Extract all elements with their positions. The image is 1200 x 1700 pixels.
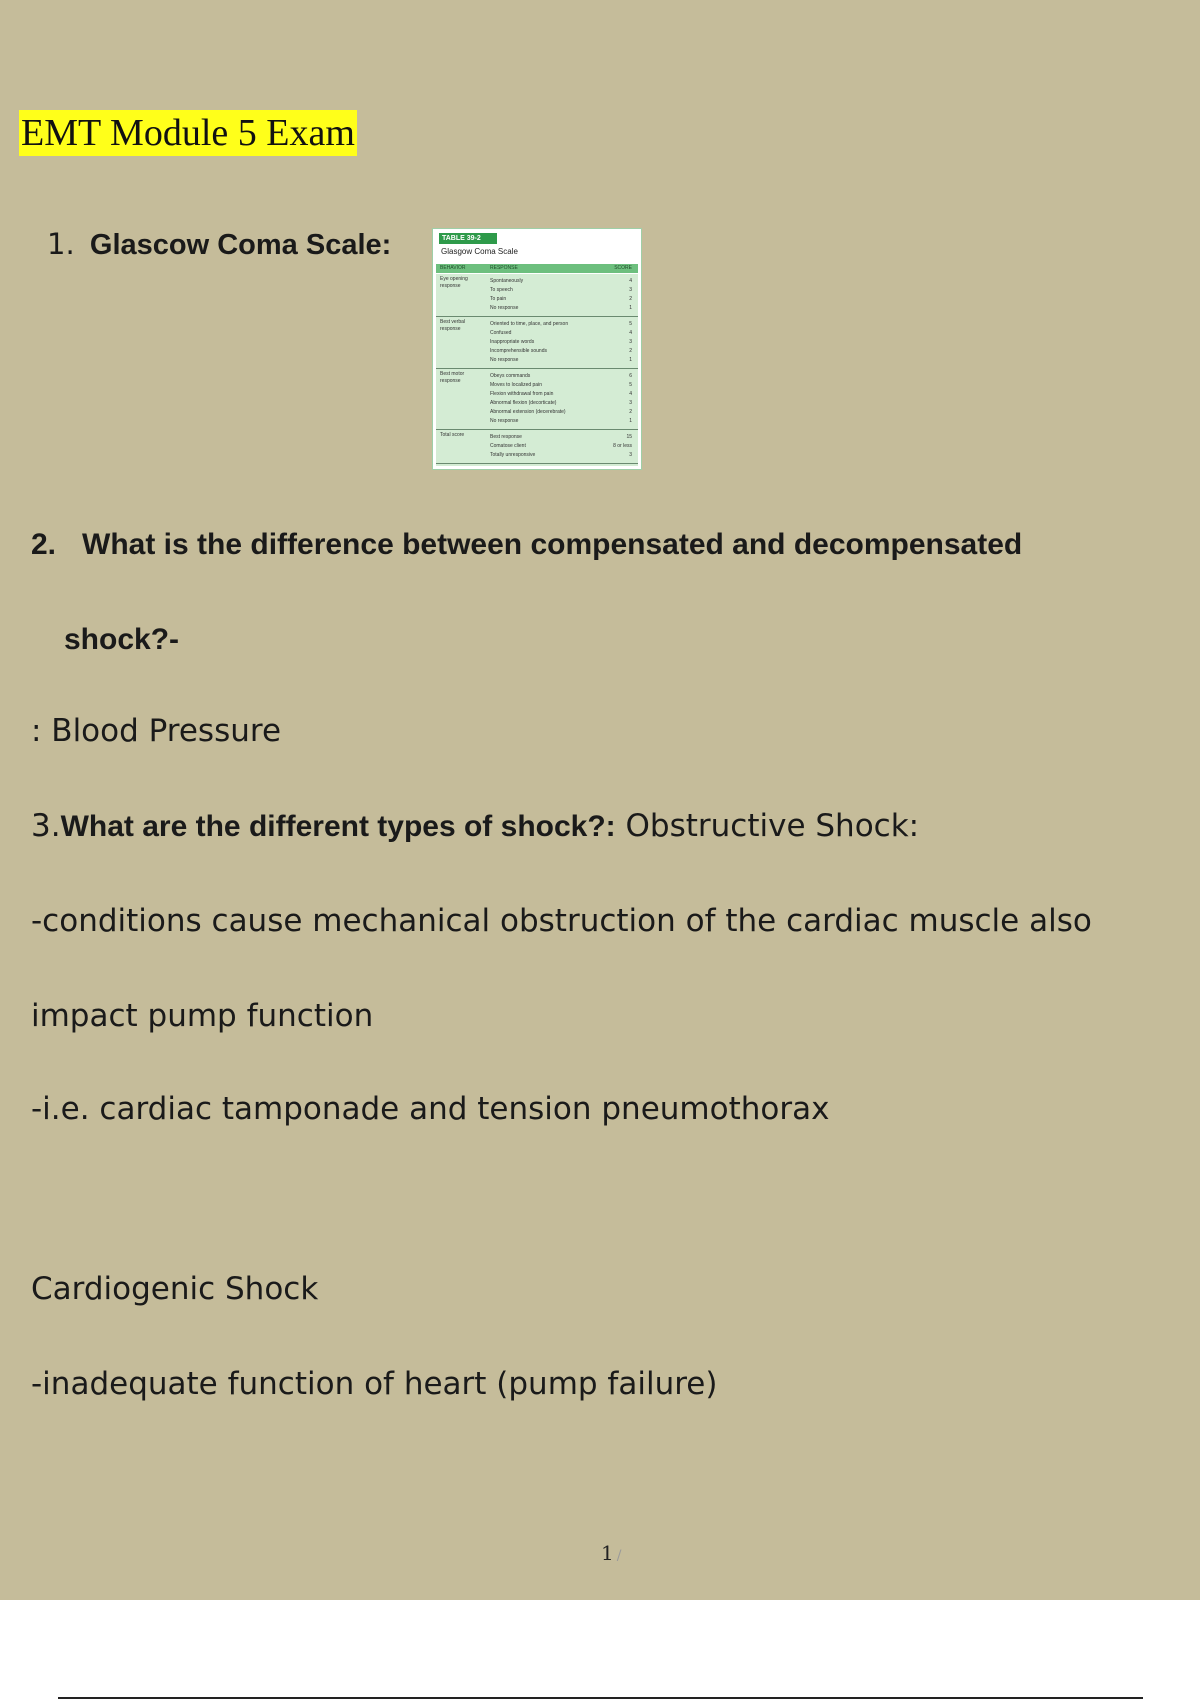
behavior-label: Total score	[440, 432, 465, 438]
table-header	[436, 264, 638, 273]
table-body	[436, 274, 638, 466]
text-line: -inadequate function of heart (pump failure)	[31, 1366, 718, 1402]
response-label: Flexion withdrawal from pain	[490, 391, 554, 397]
score-value: 4	[629, 391, 632, 397]
score-value: 5	[629, 321, 632, 327]
question-3-label: What are the different types of shock?:	[60, 810, 616, 843]
page-divider	[58, 1697, 1143, 1699]
answer-2: : Blood Pressure	[31, 713, 282, 749]
table-group	[436, 274, 638, 317]
text-line: impact pump function	[31, 998, 374, 1034]
page-number	[601, 1541, 621, 1568]
response-label: Incomprehensible sounds	[490, 348, 547, 354]
score-value: 5	[629, 382, 632, 388]
table-group	[436, 369, 638, 430]
page-number-value: 1	[601, 1541, 614, 1565]
response-label: Confused	[490, 330, 512, 336]
response-label: Oriented to time, place, and person	[490, 321, 569, 327]
question-1-number: 1.	[47, 227, 75, 261]
question-3-number: 3.	[31, 808, 61, 844]
score-value: 3	[629, 452, 632, 458]
score-value: 4	[629, 278, 632, 284]
response-label: Comatose client	[490, 443, 526, 449]
section-heading: Cardiogenic Shock	[31, 1271, 319, 1307]
score-value: 2	[629, 348, 632, 354]
response-label: Best response	[490, 434, 522, 440]
behavior-label: Best motor response	[440, 371, 465, 384]
response-label: No response	[490, 305, 519, 311]
score-value: 3	[629, 339, 632, 345]
question-3-answer-start: Obstructive Shock:	[615, 808, 920, 844]
text-line: -i.e. cardiac tamponade and tension pneumothorax	[31, 1091, 830, 1127]
behavior-label: Best verbal response	[440, 319, 466, 332]
page-number-separator: /	[616, 1548, 622, 1564]
response-label: No response	[490, 418, 519, 424]
question-2-number: 2.	[31, 528, 57, 561]
response-label: Spontaneously	[490, 278, 524, 284]
score-value: 1	[629, 418, 632, 424]
score-value: 8 or less	[613, 443, 632, 449]
score-value: 6	[629, 373, 632, 379]
response-label: Totally unresponsive	[490, 452, 536, 458]
table-name: Glasgow Coma Scale	[441, 247, 518, 256]
score-value: 3	[629, 400, 632, 406]
question-1	[47, 224, 391, 265]
header-score: SCORE	[614, 265, 632, 271]
score-value: 1	[629, 305, 632, 311]
response-label: Abnormal flexion (decorticate)	[490, 400, 557, 406]
score-value: 2	[629, 296, 632, 302]
response-label: To pain	[490, 296, 507, 302]
question-2	[31, 525, 1022, 565]
glasgow-coma-scale-table-image	[432, 228, 642, 470]
score-value: 1	[629, 357, 632, 363]
text-line: -conditions cause mechanical obstruction of the cardiac muscle also	[31, 903, 1092, 939]
table-tag: TABLE 39-2	[439, 233, 497, 244]
response-label: Abnormal extension (decerebrate)	[490, 409, 566, 415]
question-2-label: What is the difference between compensated and decompensated	[82, 528, 1023, 561]
question-3	[31, 806, 919, 847]
score-value: 4	[629, 330, 632, 336]
response-label: To speech	[490, 287, 513, 293]
header-response: RESPONSE	[490, 265, 518, 271]
score-value: 3	[629, 287, 632, 293]
response-label: Moves to localized pain	[490, 382, 542, 388]
behavior-label: Eye opening response	[440, 276, 468, 289]
response-label: Obeys commands	[490, 373, 531, 379]
header-behavior: BEHAVIOR	[440, 265, 466, 271]
score-value: 15	[626, 434, 632, 440]
question-1-label: Glascow Coma Scale:	[89, 229, 392, 261]
table-group	[436, 317, 638, 369]
response-label: Inappropriate words	[490, 339, 535, 345]
response-label: No response	[490, 357, 519, 363]
table-group	[436, 430, 638, 464]
document-title: EMT Module 5 Exam	[21, 112, 355, 154]
score-value: 2	[629, 409, 632, 415]
question-2-label-continued: shock?-	[64, 623, 180, 656]
